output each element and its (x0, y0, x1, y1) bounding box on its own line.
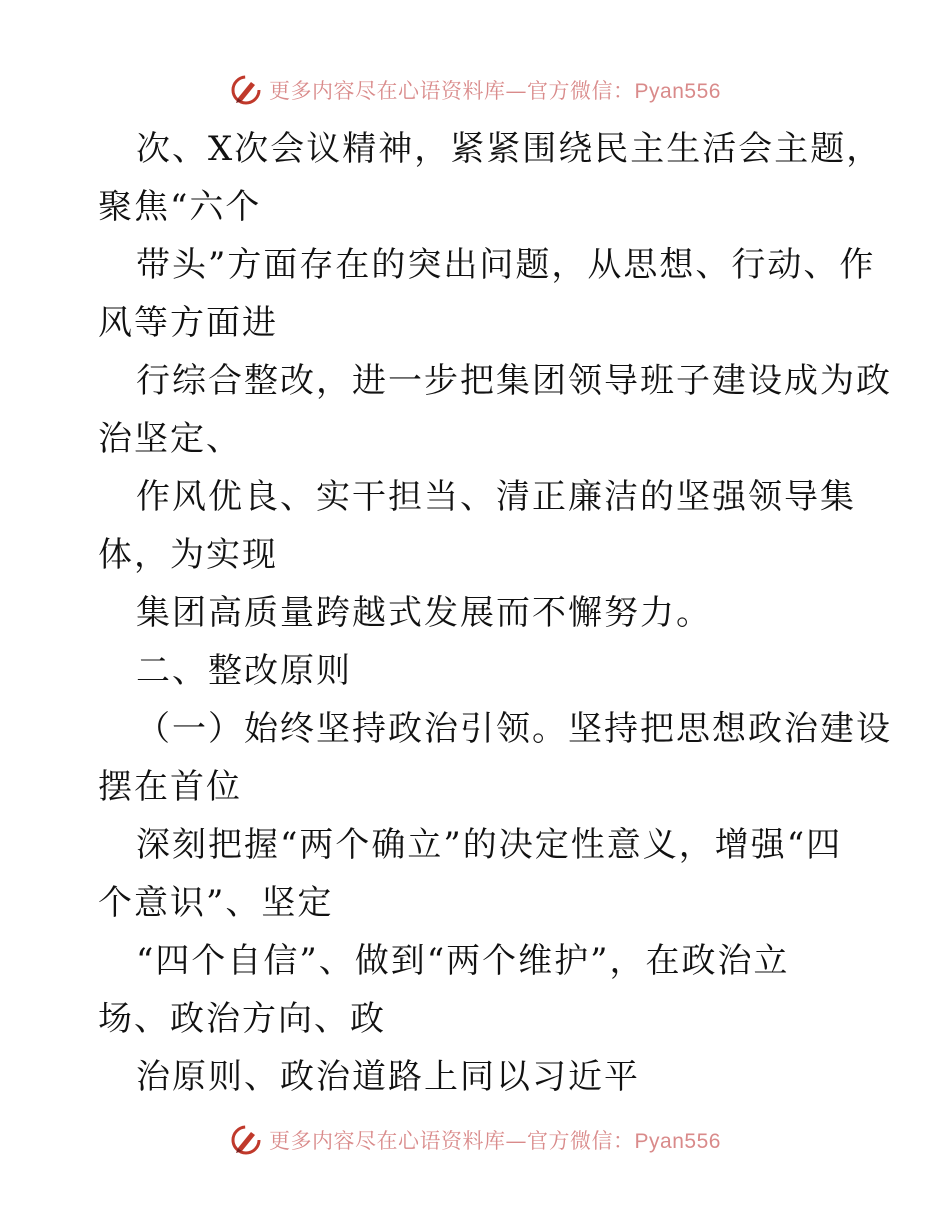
text-line: （一）始终坚持政治引领。坚持把思想政治建设 (136, 709, 892, 749)
footer-watermark-banner (0, 1120, 950, 1160)
text-line: 风等方面进 (98, 303, 278, 343)
document-body (98, 120, 892, 1106)
text-line: 治坚定、 (98, 419, 242, 459)
text-line: 带头”方面存在的突出问题，从思想、行动、作 (136, 245, 876, 285)
text-line: 摆在首位 (98, 767, 242, 807)
footer-banner-id: Pyan556 (634, 1130, 721, 1153)
text-line: 治原则、政治道路上同以习近平 (136, 1057, 640, 1097)
header-watermark-banner (0, 70, 950, 110)
text-line: 次、X次会议精神，紧紧围绕民主生活会主题， (136, 129, 883, 169)
pen-logo-icon (229, 73, 263, 107)
text-line: 聚焦“六个 (98, 187, 262, 227)
footer-banner-text: 更多内容尽在心语资料库—官方微信： (269, 1129, 635, 1153)
section-heading: 二、整改原则 (136, 651, 352, 691)
header-banner-text: 更多内容尽在心语资料库—官方微信： (269, 79, 635, 103)
text-line: 深刻把握“两个确立”的决定性意义，增强“四 (136, 825, 843, 865)
pen-logo-icon (229, 1123, 263, 1157)
header-banner-id: Pyan556 (634, 80, 721, 103)
text-line: 作风优良、实干担当、清正廉洁的坚强领导集 (136, 477, 856, 517)
text-line: 集团高质量跨越式发展而不懈努力。 (136, 593, 712, 633)
text-line: “四个自信”、做到“两个维护”，在政治立 (136, 941, 790, 981)
text-line: 行综合整改，进一步把集团领导班子建设成为政 (136, 361, 892, 401)
text-line: 个意识”、坚定 (98, 883, 334, 923)
text-line: 体，为实现 (98, 535, 278, 575)
text-line: 场、政治方向、政 (98, 999, 386, 1039)
